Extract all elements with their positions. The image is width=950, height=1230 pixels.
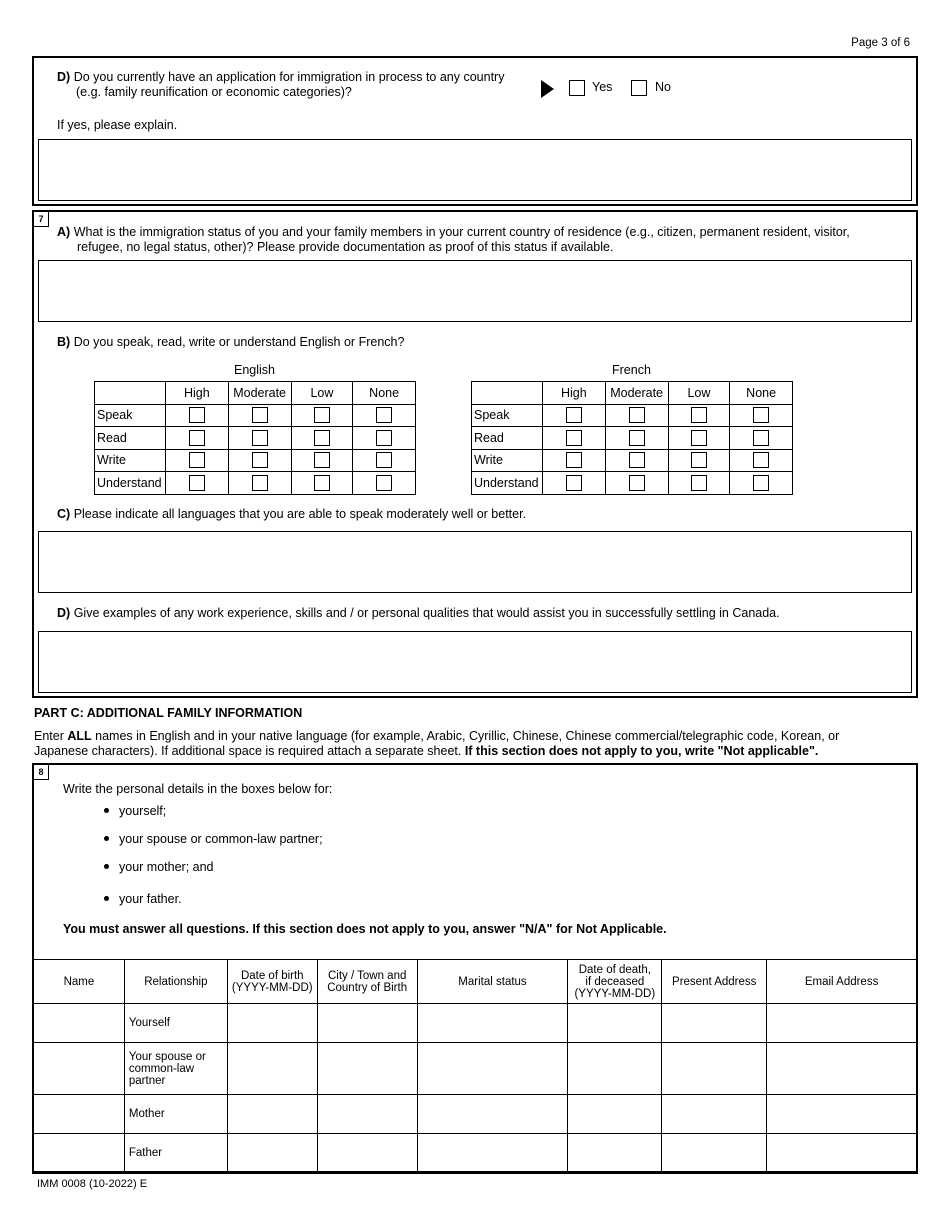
level-header: Low: [668, 382, 730, 405]
name-cell[interactable]: [34, 1043, 125, 1095]
birthplace-cell[interactable]: [317, 1043, 417, 1095]
english-understand-moderate-checkbox[interactable]: [252, 475, 268, 491]
skill-label: Write: [95, 449, 166, 472]
bullet-item: your spouse or common-law partner;: [104, 832, 323, 846]
english-write-low-checkbox[interactable]: [314, 452, 330, 468]
column-header: Date of death, if deceased (YYYY-MM-DD): [568, 960, 662, 1004]
yes-checkbox[interactable]: [569, 80, 585, 96]
dob-cell[interactable]: [227, 1043, 317, 1095]
french-write-moderate-checkbox[interactable]: [629, 452, 645, 468]
bullet-item: your father.: [104, 892, 182, 906]
english-read-low-checkbox[interactable]: [314, 430, 330, 446]
french-title: French: [612, 363, 651, 377]
email-cell[interactable]: [767, 1043, 917, 1095]
form-code: IMM 0008 (10-2022) E: [37, 1178, 148, 1190]
french-speak-moderate-checkbox[interactable]: [629, 407, 645, 423]
question-7a: A) What is the immigration status of you and your family members in your current country of residence (e.g., citizen, permanent resident, visitor, refugee, no legal status, other)? Please provide documentation as proof of this status if available.: [57, 225, 850, 254]
table-row: [34, 1043, 917, 1095]
french-write-high-checkbox[interactable]: [566, 452, 582, 468]
dob-cell[interactable]: [227, 1095, 317, 1134]
work-experience-field[interactable]: [38, 631, 912, 693]
birthplace-cell[interactable]: [317, 1004, 417, 1043]
column-header: City / Town and Country of Birth: [317, 960, 417, 1004]
date-of-death-cell[interactable]: [568, 1043, 662, 1095]
french-write-none-checkbox[interactable]: [753, 452, 769, 468]
relationship-cell: Mother: [124, 1095, 227, 1134]
french-proficiency-table: [471, 381, 793, 495]
skill-label: Speak: [472, 404, 543, 427]
birthplace-cell[interactable]: [317, 1134, 417, 1172]
column-header: Relationship: [124, 960, 227, 1004]
english-write-high-checkbox[interactable]: [189, 452, 205, 468]
explain-field[interactable]: [38, 139, 912, 201]
languages-field[interactable]: [38, 531, 912, 593]
french-speak-high-checkbox[interactable]: [566, 407, 582, 423]
english-write-moderate-checkbox[interactable]: [252, 452, 268, 468]
name-cell[interactable]: [34, 1134, 125, 1172]
level-header: Moderate: [228, 382, 291, 405]
dob-cell[interactable]: [227, 1004, 317, 1043]
question-6d: D) Do you currently have an application for immigration in process to any country (e.g. family reunification or economic categories)?: [57, 70, 505, 99]
relationship-cell: Yourself: [124, 1004, 227, 1043]
english-understand-none-checkbox[interactable]: [376, 475, 392, 491]
email-cell[interactable]: [767, 1134, 917, 1172]
english-speak-moderate-checkbox[interactable]: [252, 407, 268, 423]
relationship-cell: Father: [124, 1134, 227, 1172]
english-speak-low-checkbox[interactable]: [314, 407, 330, 423]
french-read-high-checkbox[interactable]: [566, 430, 582, 446]
english-read-high-checkbox[interactable]: [189, 430, 205, 446]
birthplace-cell[interactable]: [317, 1095, 417, 1134]
section-7-number: 7: [33, 211, 49, 227]
french-write-low-checkbox[interactable]: [691, 452, 707, 468]
date-of-death-cell[interactable]: [568, 1004, 662, 1043]
table-row: [34, 1134, 917, 1172]
french-speak-none-checkbox[interactable]: [753, 407, 769, 423]
skill-label: Understand: [472, 472, 543, 495]
english-understand-high-checkbox[interactable]: [189, 475, 205, 491]
skill-label: Read: [472, 427, 543, 450]
english-write-none-checkbox[interactable]: [376, 452, 392, 468]
marital-status-cell[interactable]: [417, 1134, 568, 1172]
arrow-pointer-icon: [540, 80, 555, 98]
email-cell[interactable]: [767, 1004, 917, 1043]
present-address-cell[interactable]: [662, 1134, 767, 1172]
column-header: Marital status: [417, 960, 568, 1004]
french-understand-high-checkbox[interactable]: [566, 475, 582, 491]
bullet-item: yourself;: [104, 804, 166, 818]
level-header: Low: [291, 382, 353, 405]
question-7c: C) Please indicate all languages that you are able to speak moderately well or better.: [57, 507, 527, 521]
column-header: Name: [34, 960, 125, 1004]
french-understand-moderate-checkbox[interactable]: [629, 475, 645, 491]
french-read-none-checkbox[interactable]: [753, 430, 769, 446]
column-header: Date of birth (YYYY-MM-DD): [227, 960, 317, 1004]
present-address-cell[interactable]: [662, 1043, 767, 1095]
page-number: Page 3 of 6: [851, 37, 910, 49]
relationship-cell: Your spouse or common-law partner: [124, 1043, 227, 1095]
yes-label: Yes: [592, 80, 613, 94]
no-checkbox[interactable]: [631, 80, 647, 96]
english-understand-low-checkbox[interactable]: [314, 475, 330, 491]
email-cell[interactable]: [767, 1095, 917, 1134]
level-header: High: [542, 382, 605, 405]
section-8-intro: Write the personal details in the boxes below for:: [63, 782, 333, 796]
french-understand-low-checkbox[interactable]: [691, 475, 707, 491]
immigration-status-field[interactable]: [38, 260, 912, 322]
family-details-table: [33, 959, 917, 1172]
skill-label: Write: [472, 449, 543, 472]
present-address-cell[interactable]: [662, 1095, 767, 1134]
date-of-death-cell[interactable]: [568, 1134, 662, 1172]
dob-cell[interactable]: [227, 1134, 317, 1172]
bullet-item: your mother; and: [104, 860, 214, 874]
no-label: No: [655, 80, 671, 94]
column-header: Present Address: [662, 960, 767, 1004]
level-header: None: [353, 382, 416, 405]
question-7b: B) Do you speak, read, write or understand English or French?: [57, 335, 405, 349]
english-read-none-checkbox[interactable]: [376, 430, 392, 446]
skill-label: Read: [95, 427, 166, 450]
section-8-number: 8: [33, 764, 49, 780]
must-answer-note: You must answer all questions. If this section does not apply to you, answer "N/A" for Not Applicable.: [63, 922, 667, 936]
english-title: English: [234, 363, 275, 377]
english-proficiency-table: [94, 381, 416, 495]
part-c-title: PART C: ADDITIONAL FAMILY INFORMATION: [34, 706, 303, 720]
english-speak-high-checkbox[interactable]: [189, 407, 205, 423]
level-header: Moderate: [605, 382, 668, 405]
explain-label: If yes, please explain.: [57, 118, 178, 132]
name-cell[interactable]: [34, 1004, 125, 1043]
english-speak-none-checkbox[interactable]: [376, 407, 392, 423]
name-cell[interactable]: [34, 1095, 125, 1134]
french-read-low-checkbox[interactable]: [691, 430, 707, 446]
level-header: High: [165, 382, 228, 405]
part-c-intro: Enter ALL names in English and in your native language (for example, Arabic, Cyrillic, Chinese, Chinese commercial/telegraphic code, Korean, or Japanese characters). If additional space is required attach a separate sheet. If this section does not apply to you, write "Not applicable".: [34, 729, 840, 758]
question-7d: D) Give examples of any work experience, skills and / or personal qualities that would assist you in successfully settling in Canada.: [57, 606, 780, 620]
present-address-cell[interactable]: [662, 1004, 767, 1043]
marital-status-cell[interactable]: [417, 1043, 568, 1095]
date-of-death-cell[interactable]: [568, 1095, 662, 1134]
marital-status-cell[interactable]: [417, 1004, 568, 1043]
level-header: None: [730, 382, 793, 405]
table-row: [34, 1095, 917, 1134]
table-row: [34, 1004, 917, 1043]
blank-header-cell: [95, 382, 166, 405]
english-read-moderate-checkbox[interactable]: [252, 430, 268, 446]
skill-label: Understand: [95, 472, 166, 495]
marital-status-cell[interactable]: [417, 1095, 568, 1134]
french-understand-none-checkbox[interactable]: [753, 475, 769, 491]
french-speak-low-checkbox[interactable]: [691, 407, 707, 423]
blank-header-cell: [472, 382, 543, 405]
skill-label: Speak: [95, 404, 166, 427]
column-header: Email Address: [767, 960, 917, 1004]
french-read-moderate-checkbox[interactable]: [629, 430, 645, 446]
